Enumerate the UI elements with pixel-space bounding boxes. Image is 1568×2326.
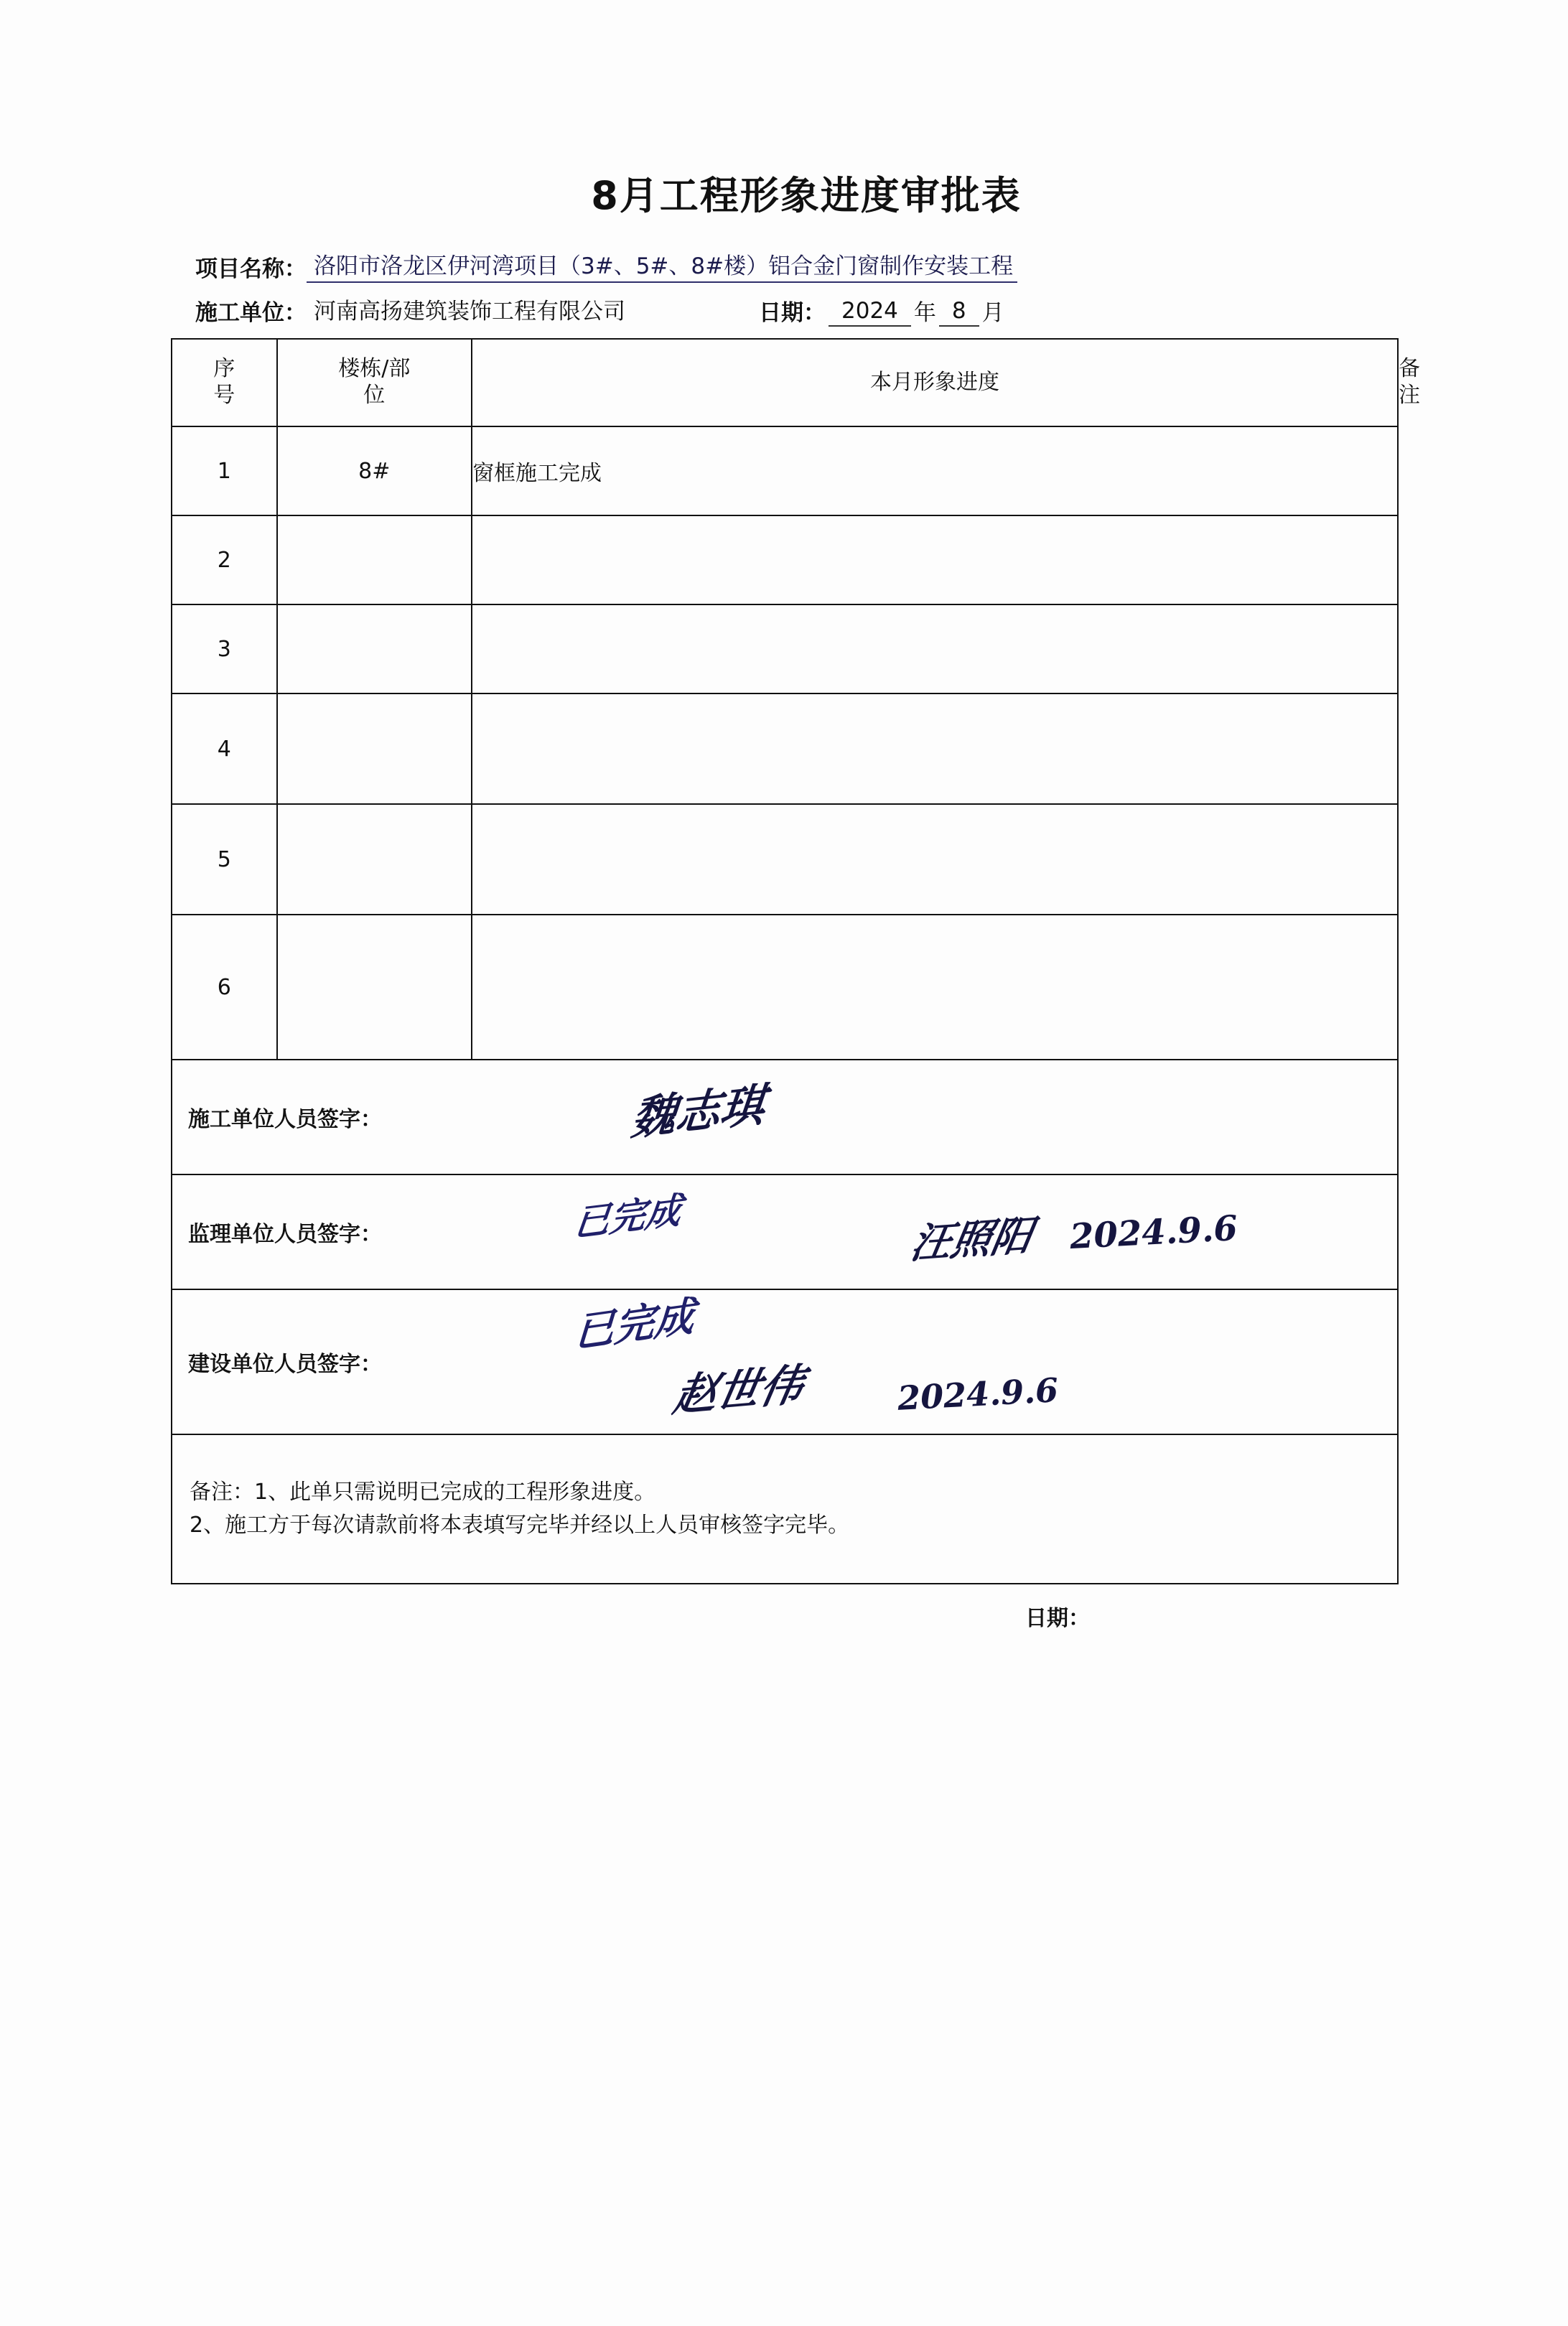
cell-progress [472,804,1398,915]
meta-row-project [195,248,1399,283]
remarks-line-1: 备注：1、此单只需说明已完成的工程形象进度。 [190,1479,656,1505]
project-name-value: 洛阳市洛龙区伊河湾项目（3#、5#、8#楼）铝合金门窗制作安装工程 [307,248,1017,283]
cell-seq: 1 [172,426,277,515]
remarks-cell [172,1434,1398,1584]
table-row [172,693,1398,804]
date-year-suffix: 年 [913,300,936,326]
date-month-value: 8 [939,298,979,327]
cell-seq: 5 [172,804,277,915]
remarks-row [172,1434,1398,1584]
signature-row-owner [172,1289,1398,1434]
form-meta-block [171,248,1399,327]
handwritten-note-supervision: 已完成 [571,1188,684,1245]
handwritten-note-owner: 已完成 [573,1292,696,1358]
construction-unit-value: 河南高扬建筑装饰工程有限公司 [314,299,625,324]
table-row [172,804,1398,915]
cell-building [277,915,472,1060]
cell-building [277,693,472,804]
signature-label-owner: 建设单位人员签字： [188,1352,382,1377]
form-sheet [171,165,1399,1632]
header-seq-line2: 号 [213,383,235,408]
signature-cell-construction [172,1060,1398,1174]
handwritten-date-supervision: 2024.9.6 [1068,1208,1239,1258]
progress-approval-table [171,338,1399,1584]
header-building-line1: 楼栋/部 [338,356,411,382]
footer-date-label: 日期： [1025,1606,1090,1631]
project-name-label: 项目名称： [195,256,307,282]
signature-cell-owner [172,1289,1398,1434]
cell-progress: 窗框施工完成 [472,426,1398,515]
cell-progress [472,915,1398,1060]
table-row [172,426,1398,515]
cell-building: 8# [277,426,472,515]
date-year-value: 2024 [829,298,911,327]
table-row [172,915,1398,1060]
header-building-line2: 位 [363,383,386,408]
date-inline-group [826,294,1004,327]
page-title: 8月工程形象进度审批表 [591,173,1022,218]
cell-seq: 6 [172,915,277,1060]
meta-row-unit-and-date [195,293,1399,327]
cell-seq: 4 [172,693,277,804]
handwritten-signature-construction: 魏志琪 [629,1078,767,1146]
date-month-suffix: 月 [981,300,1004,326]
cell-building [277,804,472,915]
signature-label-supervision: 监理单位人员签字： [188,1222,382,1247]
table-row [172,515,1398,604]
cell-progress [472,604,1398,693]
handwritten-signature-supervision: 汪照阳 [907,1211,1036,1269]
cell-progress [472,693,1398,804]
header-cell-building [277,339,472,426]
cell-building [277,604,472,693]
header-cell-progress: 本月形象进度 [472,339,1398,426]
remarks-line-2: 2、施工方于每次请款前将本表填写完毕并经以上人员审核签字完毕。 [190,1513,850,1538]
cell-seq: 3 [172,604,277,693]
signature-row-construction [172,1060,1398,1174]
signature-cell-supervision [172,1174,1398,1289]
table-header-row [172,339,1398,426]
signature-row-supervision [172,1174,1398,1289]
cell-seq: 2 [172,515,277,604]
construction-unit-label: 施工单位： [195,300,307,326]
cell-progress [472,515,1398,604]
date-label: 日期： [759,300,826,326]
header-seq-line1: 序 [213,356,235,382]
handwritten-signature-owner: 赵世伟 [669,1359,808,1422]
signature-label-construction: 施工单位人员签字： [188,1107,382,1132]
table-row [172,604,1398,693]
header-cell-seq [172,339,277,426]
cell-building [277,515,472,604]
handwritten-date-owner: 2024.9.6 [896,1370,1060,1418]
